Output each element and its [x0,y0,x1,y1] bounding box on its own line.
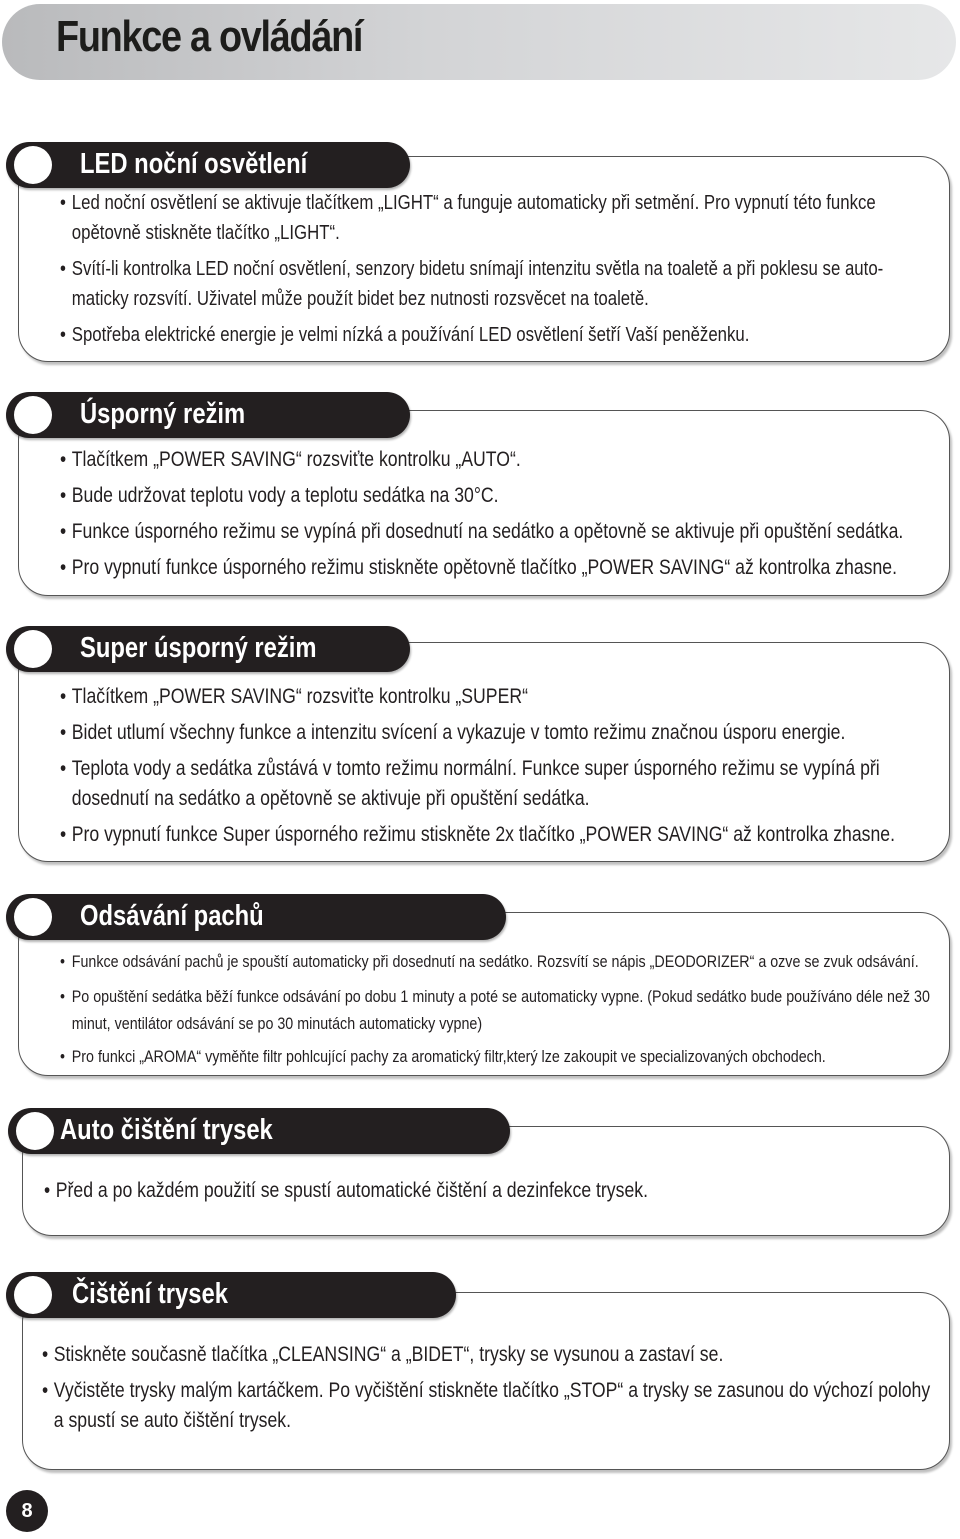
list-item: • Pro funkci „AROMA“ vyměňte filtr pohlcující pachy za aromatický filtr,který lze zakoupit ve specializovaných obchodech. [60,1043,930,1070]
list-item: • Pro vypnutí funkce úsporného režimu stiskněte opětovně tlačítko „POWER SAVING“ až kontrolka zhasne. [60,550,903,586]
section-heading: Odsávání pachů [80,900,264,932]
section-heading: Úsporný režim [80,398,246,430]
list-item: • Pro vypnutí funkce Super úsporného režimu stiskněte 2x tlačítko „POWER SAVING“ až kontrolka zhasne. [60,820,895,850]
section-heading: Auto čištění trysek [60,1114,273,1146]
list-item: • Stiskněte současně tlačítka „CLEANSING“ a „BIDET“, trysky se vysunou a zastaví se. [42,1340,930,1370]
list-item: • Po opuštění sedátka běží funkce odsávání po dobu 1 minuty a poté se automaticky vypne. (Pokud sedátko bude používáno déle než 30 minut, ventilátor odsávání se po 30 minutách automaticky vypne) [60,983,930,1037]
section-heading: Čištění trysek [72,1278,228,1310]
section-heading: LED noční osvětlení [80,148,308,180]
tab-circle-icon [16,1112,54,1150]
section-led-tab [6,142,410,188]
section-clean-tab [6,1272,456,1318]
section-autoclean-list [44,1176,763,1206]
list-item: • Spotřeba elektrické energie je velmi nízká a používání LED osvětlení šetří Vaší peněženku. [60,320,883,350]
list-item: • Teplota vody a sedátka zůstává v tomto režimu normální. Funkce super úsporného režimu se vypíná při dosednutí na sedátko a opětovně se aktivuje při opuštění sedátka. [60,754,895,814]
page-number: 8 [6,1490,48,1532]
section-led-list [60,188,960,350]
section-super-list [60,682,960,850]
list-item: • Funkce úsporného režimu se vypíná při dosednutí na sedátko a opětovně se aktivuje při opuštění sedátka. [60,514,903,550]
list-item: • Před a po každém použití se spustí automatické čištění a dezinfekce trysek. [44,1176,648,1206]
section-odor-list [60,948,960,1070]
section-saving-tab [6,392,410,438]
section-autoclean-tab [8,1108,510,1154]
page-title: Funkce a ovládání [56,12,363,61]
tab-circle-icon [14,396,52,434]
list-item: • Bidet utlumí všechny funkce a intenzitu svícení a vykazuje v tomto režimu značnou úsporu energie. [60,718,895,748]
list-item: • Tlačítkem „POWER SAVING“ rozsviťte kontrolku „AUTO“. [60,442,903,478]
section-super-tab [6,626,410,672]
list-item: • Funkce odsávání pachů je spouští automaticky při dosednutí na sedátko. Rozsvítí se nápis „DEODORIZER“ a ozve se zvuk odsávání. [60,948,930,975]
section-heading: Super úsporný režim [80,632,317,664]
tab-circle-icon [14,146,52,184]
list-item: • Svítí-li kontrolka LED noční osvětlení, senzory bidetu snímají intenzitu světla na toaletě a při poklesu se auto- maticky rozsvítí. Uživatel může použít bidet bez nutnosti rozsvěcet na toaletě. [60,254,883,314]
list-item: • Tlačítkem „POWER SAVING“ rozsviťte kontrolku „SUPER“ [60,682,895,712]
section-saving-list [60,442,960,586]
list-item: • Vyčistěte trysky malým kartáčkem. Po vyčištění stiskněte tlačítko „STOP“ a trysky se zasunou do výchozí polohy a spustí se auto čištění trysek. [42,1376,930,1436]
list-item: • Bude udržovat teplotu vody a teplotu sedátka na 30°C. [60,478,903,514]
tab-circle-icon [14,1276,52,1314]
section-odor-tab [6,894,506,940]
tab-circle-icon [14,898,52,936]
list-item: • Led noční osvětlení se aktivuje tlačítkem „LIGHT“ a funguje automaticky při setmění. Pro vypnutí této funkce opětovně stiskněte tlačítko „LIGHT“. [60,188,883,248]
section-clean-list [42,1340,960,1436]
tab-circle-icon [14,630,52,668]
